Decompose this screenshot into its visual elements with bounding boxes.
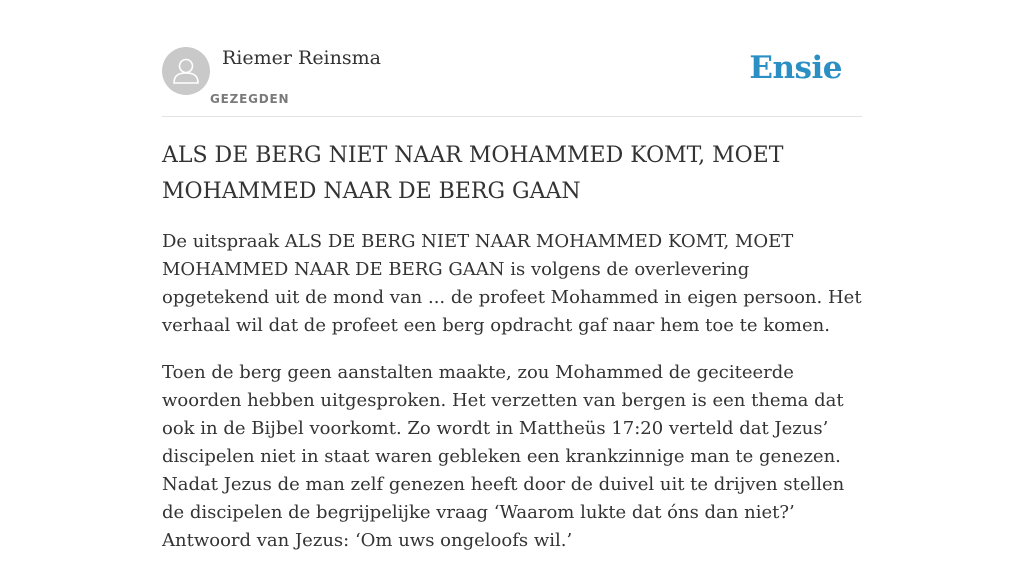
person-icon	[162, 47, 210, 95]
paragraph: Toen de berg geen aanstalten maakte, zou Mohammed de geciteerde woorden hebben uitgesproken. Het verzetten van bergen is een thema dat ook in de Bijbel voorkomt. Zo wordt in Mattheüs 17:20 verteld dat Jezus’ discipelen niet in staat waren gebleken een krankzinnige man te genezen. Nadat Jezus de man zelf genezen heeft door de duivel uit te drijven stellen de discipelen de begrijpelijke vraag ‘Waarom lukte dat óns dan niet?’ Antwoord van Jezus: ‘Om uws ongeloofs wil.’	[162, 362, 845, 551]
author-name[interactable]: Riemer Reinsma	[222, 47, 381, 69]
category-label[interactable]: GEZEGDEN	[210, 92, 290, 106]
avatar[interactable]	[162, 47, 210, 95]
ensie-logo[interactable]: Ensie	[749, 50, 842, 86]
article-title: ALS DE BERG NIET NAAR MOHAMMED KOMT, MOET MOHAMMED NAAR DE BERG GAAN	[162, 143, 784, 204]
paragraph: De uitspraak ALS DE BERG NIET NAAR MOHAMMED KOMT, MOET MOHAMMED NAAR DE BERG GAAN is volgens de overlevering opgetekend uit de mond van ... de profeet Mohammed in eigen persoon. Het verhaal wil dat de profeet een berg opdracht gaf naar hem toe te komen.	[162, 231, 862, 336]
header	[162, 46, 862, 117]
article-body	[162, 228, 862, 574]
